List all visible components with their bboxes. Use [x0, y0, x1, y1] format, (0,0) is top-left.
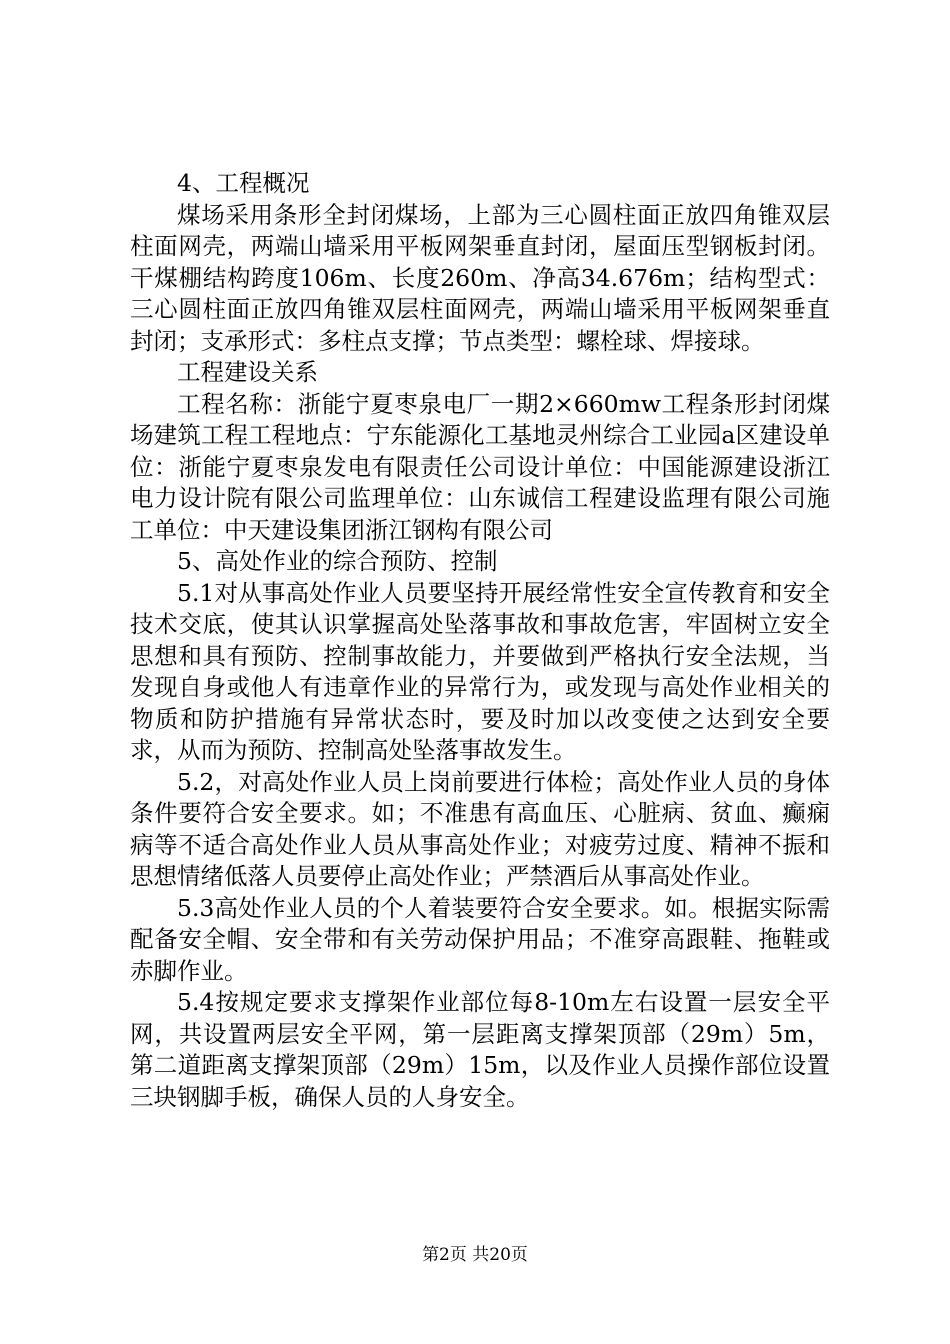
page-footer: 第2页 共20页 — [422, 1245, 528, 1265]
paragraph-5-2: 5.2，对高处作业人员上岗前要进行体检；高处作业人员的身体条件要符合安全要求。如；不准患有高血压、心脏病、贫血、癫痫病等不适合高处作业人员从事高处作业；对疲劳过度、精神不振和思想情绪低落人员要停止高处作业；严禁酒后从事高处作业。 — [130, 767, 830, 890]
section-heading-height-work-prevention: 5、高处作业的综合预防、控制 — [177, 547, 498, 575]
document-body — [130, 168, 830, 1113]
section-heading-project-overview: 4、工程概况 — [177, 169, 310, 197]
paragraph-project-overview: 煤场采用条形全封闭煤场，上部为三心圆柱面正放四角锥双层柱面网壳，两端山墙采用平板网架垂直封闭，屋面压型钢板封闭。干煤棚结构跨度106m、长度260m、净高34.676m；结构型式：三心圆柱面正放四角锥双层柱面网壳，两端山墙采用平板网架垂直封闭；支承形式：多柱点支撑；节点类型：螺栓球、焊接球。 — [130, 200, 830, 355]
section-heading-construction-relations: 工程建设关系 — [177, 358, 318, 386]
paragraph-5-3: 5.3高处作业人员的个人着装要符合安全要求。如。根据实际需配备安全帽、安全带和有关劳动保护用品；不准穿高跟鞋、拖鞋或赤脚作业。 — [130, 893, 830, 985]
paragraph-5-4: 5.4按规定要求支撑架作业部位每8-10m左右设置一层安全平网，共设置两层安全平网，第一层距离支撑架顶部（29m）5m，第二道距离支撑架顶部（29m）15m，以及作业人员操作部位设置三块钢脚手板，确保人员的人身安全。 — [130, 988, 830, 1111]
paragraph-5-1: 5.1对从事高处作业人员要坚持开展经常性安全宣传教育和安全技术交底，使其认识掌握高处坠落事故和事故危害，牢固树立安全思想和具有预防、控制事故能力，并要做到严格执行安全法规，当发现自身或他人有违章作业的异常行为，或发现与高处作业相关的物质和防护措施有异常状态时，要及时加以改变使之达到安全要求，从而为预防、控制高处坠落事故发生。 — [130, 578, 830, 764]
paragraph-construction-relations: 工程名称：浙能宁夏枣泉电厂一期2×660mw工程条形封闭煤场建筑工程工程地点：宁东能源化工基地灵州综合工业园a区建设单位：浙能宁夏枣泉发电有限责任公司设计单位：中国能源建设浙江电力设计院有限公司监理单位：山东诚信工程建设监理有限公司施工单位：中天建设集团浙江钢构有限公司 — [130, 389, 830, 544]
